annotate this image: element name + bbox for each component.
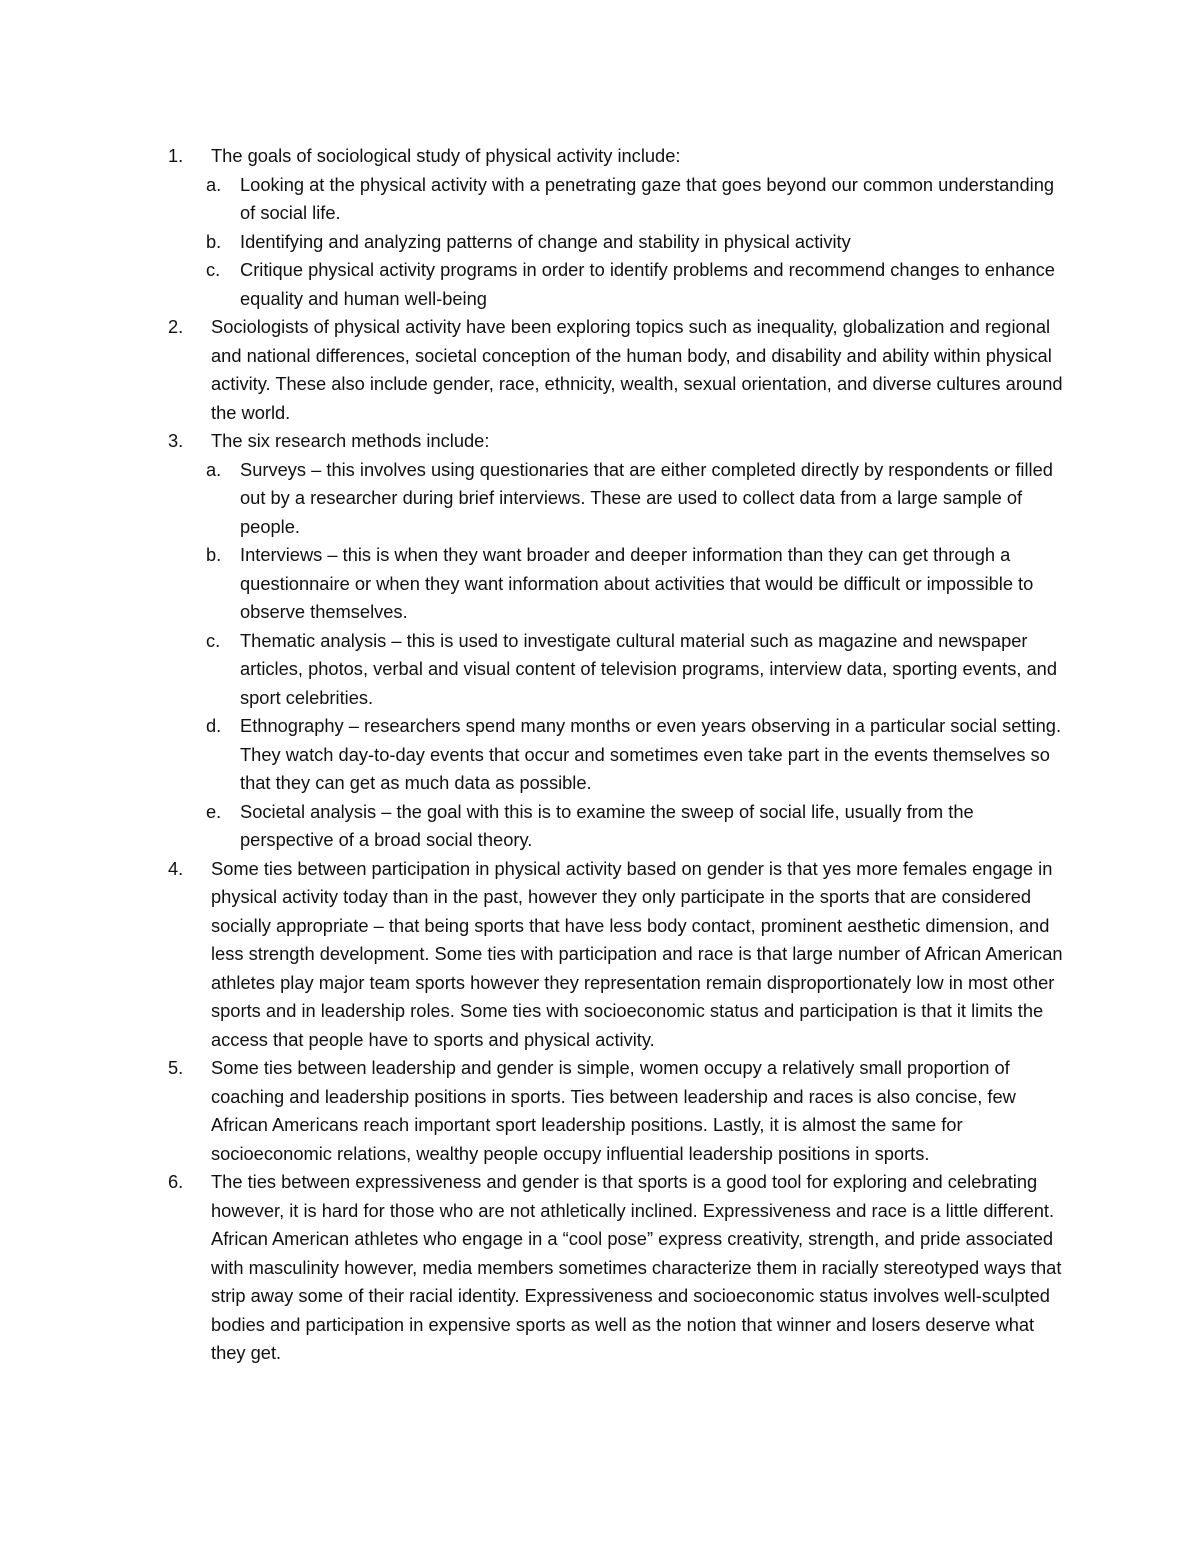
sub-list-item-letter: e. xyxy=(206,800,222,822)
list-item xyxy=(168,1054,1068,1168)
list-item-number: 2. xyxy=(168,316,184,337)
sub-list-item xyxy=(168,798,1068,855)
sub-list-item-letter: c. xyxy=(206,629,221,651)
sub-list-item-letter: a. xyxy=(206,173,222,195)
sub-list-item-text: Societal analysis – the goal with this is to examine the sweep of social life, usually from the perspective of a broad social theory. xyxy=(240,800,974,850)
sub-list-item xyxy=(168,712,1068,798)
list-item-text: The ties between expressiveness and gender is that sports is a good tool for exploring and celebrating however, it is hard for those who are not athletically inclined. Expressiveness and race is a little different. African American athletes who engage in a “cool pose” express creativity, strength, and pride associated with masculinity however, media members sometimes characterize them in racially stereotyped ways that strip away some of their racial identity. Expressiveness and socioeconomic status involves well-sculpted bodies and participation in expensive sports as well as the notion that winner and losers deserve what they get. xyxy=(211,1171,1062,1363)
sub-list-item-text: Identifying and analyzing patterns of change and stability in physical activity xyxy=(240,230,851,252)
list-item-text: Some ties between participation in physical activity based on gender is that yes more females engage in physical activity today than in the past, however they only participate in the sports that are considered socially appropriate – that being sports that have less body contact, prominent aesthetic dimension, and less strength development. Some ties with participation and race is that large number of African American athletes play major team sports however they representation remain disproportionately low in most other sports and in leadership roles. Some ties with socioeconomic status and participation is that it limits the access that people have to sports and physical activity. xyxy=(211,857,1063,1050)
sub-list-item xyxy=(168,256,1068,313)
list-item xyxy=(168,1168,1068,1368)
sub-list-item-text: Critique physical activity programs in order to identify problems and recommend changes to enhance equality and human well-being xyxy=(240,259,1055,309)
list-item-text: The six research methods include: xyxy=(211,430,490,451)
sub-list xyxy=(168,171,1068,314)
sub-list-item-text: Interviews – this is when they want broader and deeper information than they can get through a questionnaire or when they want information about activities that would be difficult or impossible to observe themselves. xyxy=(240,544,1034,622)
document-body xyxy=(168,142,1068,1368)
list-item-number: 6. xyxy=(168,1171,184,1192)
sub-list-item-letter: d. xyxy=(206,715,222,736)
sub-list-item-letter: c. xyxy=(206,259,221,280)
list-item xyxy=(168,142,1068,313)
sub-list-item-text: Surveys – this involves using questionaries that are either completed directly by respondents or filled out by a researcher during brief interviews. These are used to collect data from a large sample of people. xyxy=(240,458,1053,537)
list-item-number: 5. xyxy=(168,1057,184,1078)
sub-list-item-letter: b. xyxy=(206,544,222,565)
sub-list-item xyxy=(168,627,1068,713)
sub-list-item-letter: a. xyxy=(206,458,222,480)
sub-list xyxy=(168,456,1068,855)
sub-list-item xyxy=(168,541,1068,627)
list-item-number: 1. xyxy=(168,145,184,166)
sub-list-item-letter: b. xyxy=(206,230,222,252)
list-item-number: 3. xyxy=(168,430,184,451)
list-item-number: 4. xyxy=(168,857,184,879)
list-item-text: The goals of sociological study of physical activity include: xyxy=(211,145,681,166)
sub-list-item xyxy=(168,171,1068,228)
sub-list-item-text: Ethnography – researchers spend many months or even years observing in a particular social setting. They watch day-to-day events that occur and sometimes even take part in the events themselves so that they can get as much data as possible. xyxy=(240,715,1062,793)
sub-list-item xyxy=(168,456,1068,542)
list-item xyxy=(168,313,1068,427)
list-item xyxy=(168,427,1068,855)
sub-list-item xyxy=(168,228,1068,257)
list-item-text: Sociologists of physical activity have been exploring topics such as inequality, globalization and regional and national differences, societal conception of the human body, and disability and ability within physical activity. These also include gender, race, ethnicity, wealth, sexual orientation, and diverse cultures around the world. xyxy=(211,316,1063,423)
list-item-text: Some ties between leadership and gender is simple, women occupy a relatively small proportion of coaching and leadership positions in sports. Ties between leadership and races is also concise, few African Americans reach important sport leadership positions. Lastly, it is almost the same for socioeconomic relations, wealthy people occupy influential leadership positions in sports. xyxy=(211,1057,1016,1164)
sub-list-item-text: Thematic analysis – this is used to investigate cultural material such as magazine and newspaper articles, photos, verbal and visual content of television programs, interview data, sporting events, and sport celebrities. xyxy=(240,629,1058,708)
sub-list-item-text: Looking at the physical activity with a penetrating gaze that goes beyond our common understanding of social life. xyxy=(240,173,1055,223)
list-item xyxy=(168,855,1068,1055)
